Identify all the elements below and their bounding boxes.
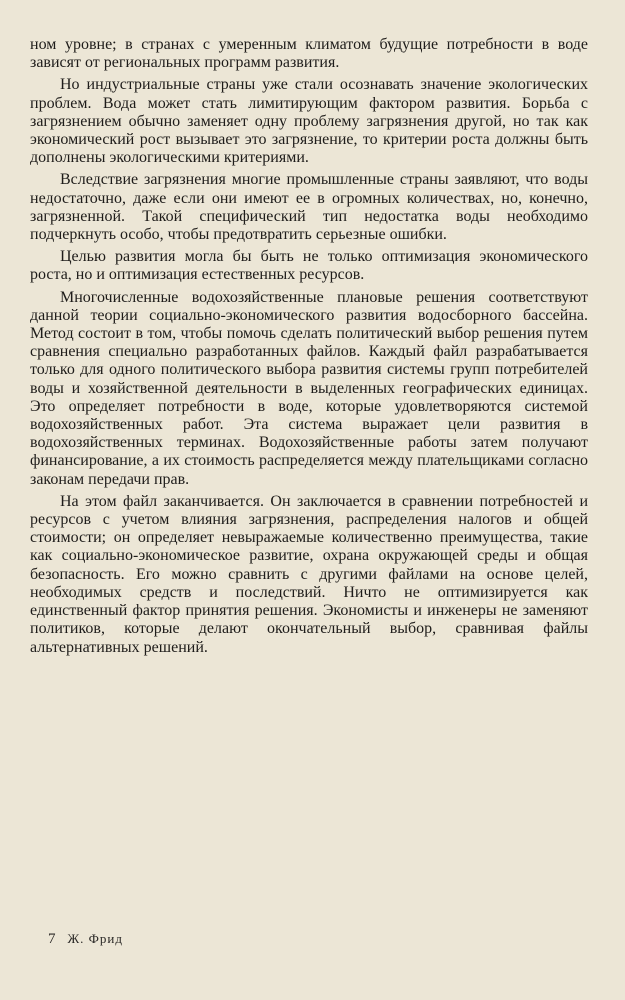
paragraph-file-conclusion: На этом файл заканчивается. Он заключается в сравнении потребностей и ресурсов с учетом влияния загрязнения, распределения налогов и общей стоимости; он определяет невыражаемые количественно преимущества, такие как социально-экономическое развитие, охрана окружающей среды и общая безопасность. Его можно сравнить с другими файлами на основе целей, необходимых средств и последствий. Ничто не оптимизируется как единственный фактор принятия решения. Экономисты и инженеры не заменяют политиков, которые делают окончательный выбор, сравнивая файлы альтернативных решений. xyxy=(30,492,588,656)
page-body xyxy=(30,36,588,657)
page-footer xyxy=(48,931,123,948)
signature-mark: 7 xyxy=(48,931,56,947)
paragraph-development-goal: Целью развития могла бы быть не только оптимизация экономического роста, но и оптимизация естественных ресурсов. xyxy=(30,248,588,284)
paragraph-industrial-countries: Но индустриальные страны уже стали осознавать значение экологических проблем. Вода может стать лимитирующим фактором развития. Борьба с загрязнением обычно заменяет одну проблему загрязнения другой, но так как экономический рост вызывает это загрязнение, то критерии роста должны быть дополнены экологическими критериями. xyxy=(30,76,588,167)
paragraph-continuation: ном уровне; в странах с умеренным климатом будущие потребности в воде зависят от региональных программ развития. xyxy=(30,36,588,72)
paragraph-planning-decisions: Многочисленные водохозяйственные плановые решения соответствуют данной теории социально-экономического развития водосборного бассейна. Метод состоит в том, чтобы помочь сделать политический выбор решения путем сравнения специально разработанных файлов. Каждый файл разрабатывается только для одного политического выбора развития системы групп потребителей воды и хозяйственной деятельности в выделенных географических единицах. Это определяет потребности в воде, которые удовлетворяются системой водохозяйственных работ. Эта система выражает цели развития в водохозяйственных терминах. Водохозяйственные работы затем получают финансирование, а их стоимость распределяется между плательщиками согласно законам передачи прав. xyxy=(30,288,588,488)
paragraph-pollution-consequences: Вследствие загрязнения многие промышленные страны заявляют, что воды недостаточно, даже если они имеют ее в огромных количествах, но, конечно, загрязненной. Такой специфический тип недостатка воды необходимо подчеркнуть особо, чтобы предотвратить серьезные ошибки. xyxy=(30,171,588,244)
footer-author: Ж. Фрид xyxy=(67,931,123,946)
